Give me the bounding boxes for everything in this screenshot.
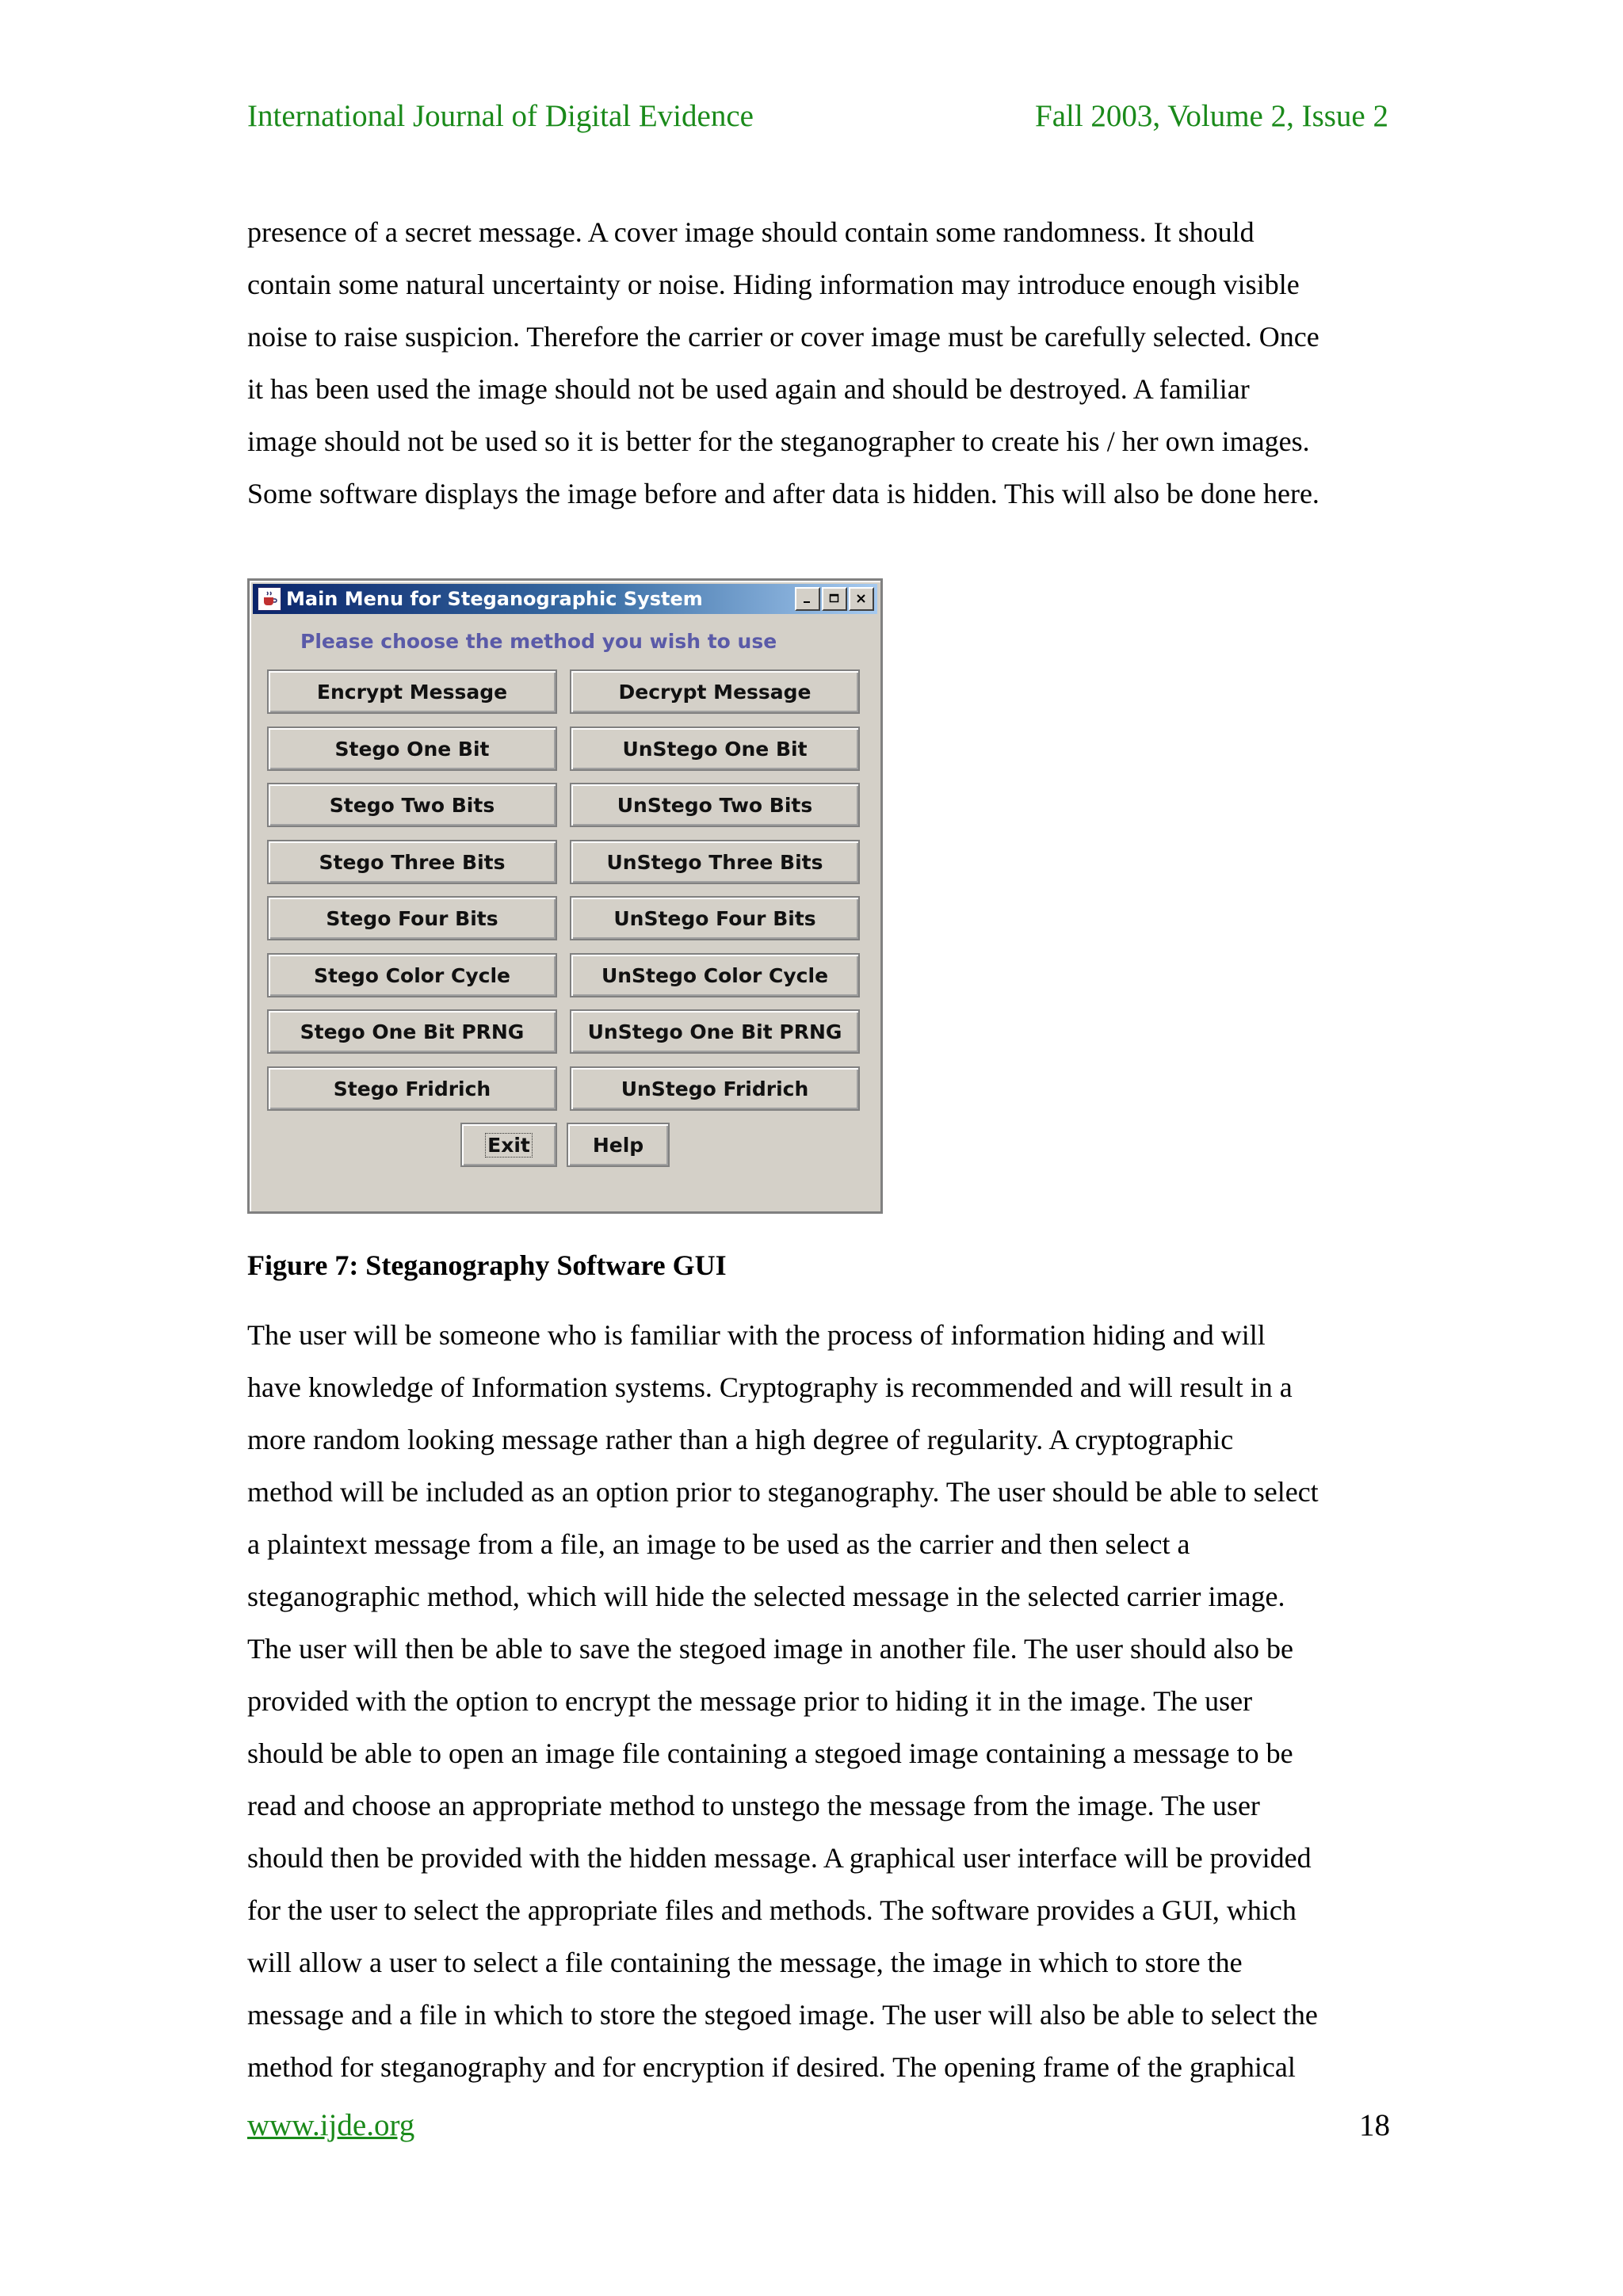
exit-button-label: Exit: [485, 1133, 533, 1158]
text-line: noise to raise suspicion. Therefore the carrier or cover image must be carefully selected. Once: [247, 321, 1319, 353]
text-line: method will be included as an option prior to steganography. The user should be able to select: [247, 1476, 1319, 1508]
decrypt-message-button[interactable]: Decrypt Message: [570, 669, 860, 714]
figure-caption: Figure 7: Steganography Software GUI: [247, 1249, 727, 1281]
text-line: will allow a user to select a file containing the message, the image in which to store the: [247, 1947, 1243, 1978]
text-line: more random looking message rather than a high degree of regularity. A cryptographic: [247, 1424, 1234, 1455]
help-button[interactable]: Help: [567, 1123, 670, 1167]
unstego-three-bits-button[interactable]: UnStego Three Bits: [570, 840, 860, 884]
stego-main-menu-window: [247, 578, 883, 1214]
stego-four-bits-button[interactable]: Stego Four Bits: [267, 896, 557, 940]
text-line: The user will then be able to save the stegoed image in another file. The user should also be: [247, 1633, 1293, 1665]
exit-button[interactable]: [460, 1123, 557, 1167]
encrypt-message-button[interactable]: Encrypt Message: [267, 669, 557, 714]
issue-info: Fall 2003, Volume 2, Issue 2: [1035, 99, 1388, 133]
unstego-fridrich-button[interactable]: UnStego Fridrich: [570, 1066, 860, 1111]
text-line: read and choose an appropriate method to unstego the message from the image. The user: [247, 1790, 1260, 1821]
text-line: steganographic method, which will hide the selected message in the selected carrier image.: [247, 1581, 1285, 1612]
maximize-icon[interactable]: [822, 587, 847, 611]
stego-one-bit-prng-button[interactable]: Stego One Bit PRNG: [267, 1009, 557, 1054]
minimize-icon[interactable]: [795, 587, 820, 611]
text-line: provided with the option to encrypt the message prior to hiding it in the image. The user: [247, 1685, 1253, 1717]
text-line: message and a file in which to store the stegoed image. The user will also be able to select the: [247, 1999, 1318, 2031]
text-line: have knowledge of Information systems. Cryptography is recommended and will result in a: [247, 1371, 1293, 1403]
window-title: Main Menu for Steganographic System: [286, 588, 703, 610]
stego-two-bits-button[interactable]: Stego Two Bits: [267, 783, 557, 827]
stego-one-bit-button[interactable]: Stego One Bit: [267, 727, 557, 771]
journal-website-link[interactable]: www.ijde.org: [247, 2108, 415, 2142]
unstego-color-cycle-button[interactable]: UnStego Color Cycle: [570, 953, 860, 997]
java-cup-icon: [258, 587, 281, 611]
body-paragraph-2: [247, 1309, 1404, 2093]
text-line: method for steganography and for encryption if desired. The opening frame of the graphical: [247, 2051, 1296, 2083]
unstego-two-bits-button[interactable]: UnStego Two Bits: [570, 783, 860, 827]
stego-three-bits-button[interactable]: Stego Three Bits: [267, 840, 557, 884]
text-line: a plaintext message from a file, an image to be used as the carrier and then select a: [247, 1528, 1190, 1560]
window-titlebar[interactable]: [253, 584, 877, 614]
page-number: 18: [1359, 2108, 1390, 2142]
text-line: presence of a secret message. A cover image should contain some randomness. It should: [247, 216, 1254, 248]
text-line: contain some natural uncertainty or noise. Hiding information may introduce enough visible: [247, 269, 1300, 300]
text-line: The user will be someone who is familiar with the process of information hiding and will: [247, 1319, 1266, 1351]
journal-title: International Journal of Digital Evidence: [247, 99, 754, 133]
unstego-four-bits-button[interactable]: UnStego Four Bits: [570, 896, 860, 940]
unstego-one-bit-button[interactable]: UnStego One Bit: [570, 727, 860, 771]
stego-fridrich-button[interactable]: Stego Fridrich: [267, 1066, 557, 1111]
text-line: image should not be used so it is better for the steganographer to create his / her own images.: [247, 425, 1310, 457]
window-controls: [795, 587, 874, 611]
text-line: it has been used the image should not be used again and should be destroyed. A familiar: [247, 373, 1250, 405]
unstego-one-bit-prng-button[interactable]: UnStego One Bit PRNG: [570, 1009, 860, 1054]
close-icon[interactable]: [849, 587, 874, 611]
text-line: should be able to open an image file containing a stegoed image containing a message to be: [247, 1737, 1293, 1769]
body-paragraph-1: [247, 206, 1404, 520]
text-line: should then be provided with the hidden message. A graphical user interface will be provided: [247, 1842, 1312, 1874]
stego-color-cycle-button[interactable]: Stego Color Cycle: [267, 953, 557, 997]
method-prompt: Please choose the method you wish to use: [300, 630, 777, 653]
text-line: for the user to select the appropriate files and methods. The software provides a GUI, which: [247, 1894, 1296, 1926]
text-line: Some software displays the image before and after data is hidden. This will also be done here.: [247, 478, 1319, 509]
